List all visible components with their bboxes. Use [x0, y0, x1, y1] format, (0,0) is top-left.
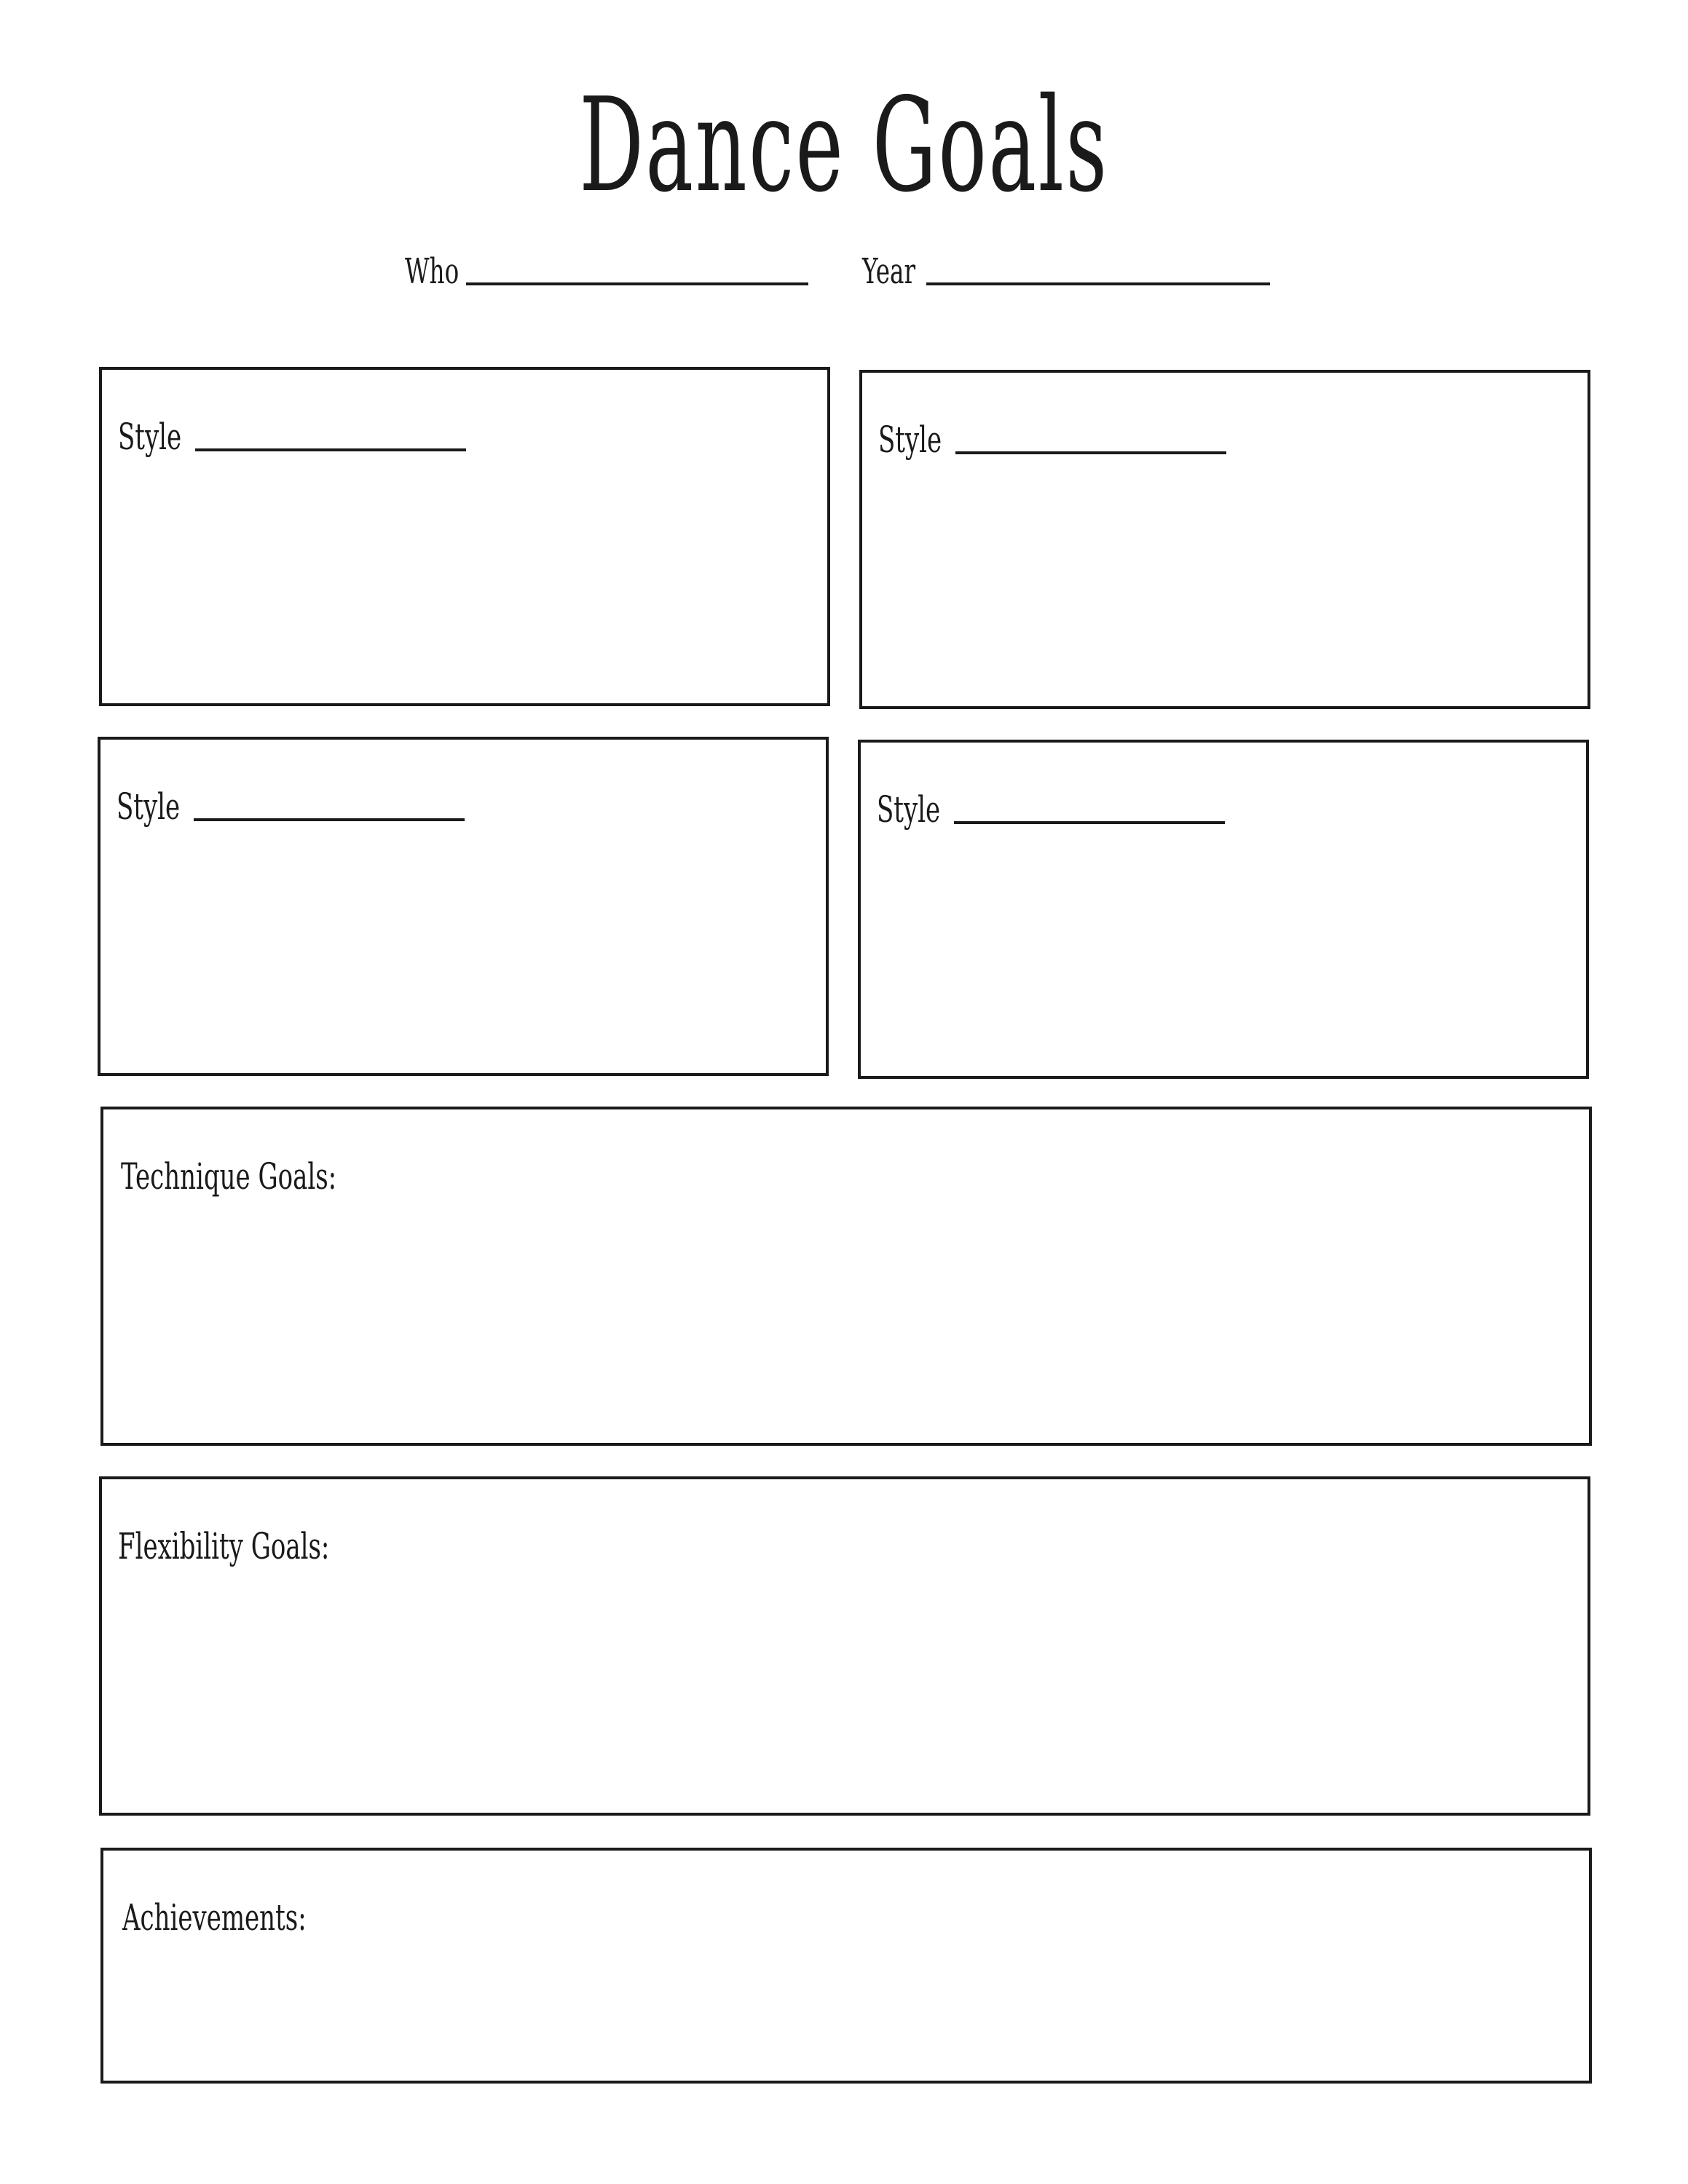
style-field[interactable] — [954, 821, 1225, 824]
style-label: Style — [117, 786, 181, 828]
page-title: Dance Goals — [579, 70, 1109, 221]
style-box-3[interactable] — [98, 737, 829, 1076]
style-field[interactable] — [194, 818, 465, 821]
flexibility-goals-box[interactable] — [99, 1476, 1590, 1816]
style-box-4[interactable] — [858, 740, 1589, 1079]
achievements-box[interactable] — [100, 1848, 1592, 2084]
style-field[interactable] — [195, 448, 466, 451]
style-label: Style — [118, 416, 182, 458]
who-label: Who — [405, 251, 460, 292]
year-label: Year — [862, 251, 916, 292]
style-box-2[interactable] — [859, 370, 1590, 709]
technique-goals-box[interactable] — [100, 1107, 1592, 1446]
style-label: Style — [878, 419, 942, 461]
flexibility-goals-label: Flexibility Goals: — [118, 1525, 330, 1567]
year-field[interactable] — [926, 282, 1270, 285]
style-box-1[interactable] — [99, 367, 830, 706]
technique-goals-label: Technique Goals: — [121, 1155, 337, 1198]
achievements-label: Achievements: — [122, 1896, 307, 1939]
who-field[interactable] — [466, 282, 808, 285]
style-label: Style — [877, 788, 941, 831]
style-field[interactable] — [955, 451, 1226, 454]
